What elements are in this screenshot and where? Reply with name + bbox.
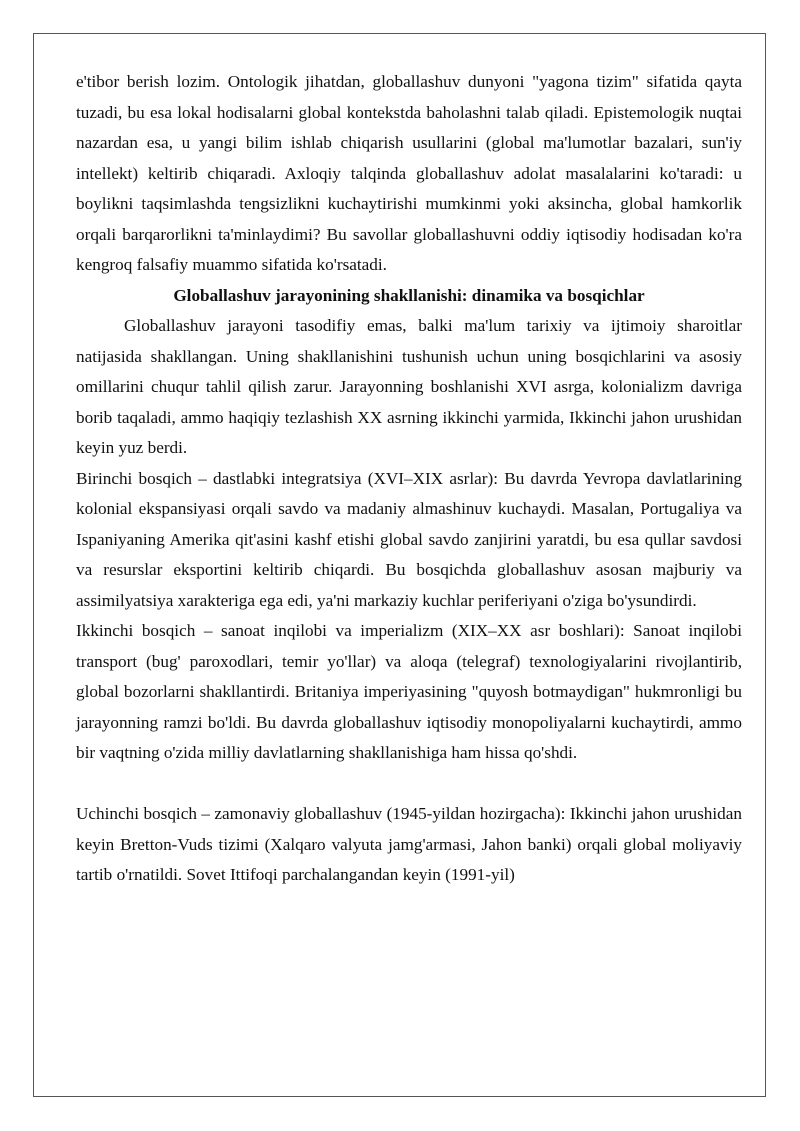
paragraph-intro: Globallashuv jarayoni tasodifiy emas, balki ma'lum tarixiy va ijtimoiy sharoitlar natijasida shakllangan. Uning shakllanishini tushunish uchun uning bosqichlarini va asosiy omillarini chuqur tahlil qilish zarur. Jarayonning boshlanishi XVI asrga, kolonializm davriga borib taqaladi, ammo haqiqiy tezlashish XX asrning ikkinchi yarmida, Ikkinchi jahon urushidan keyin yuz berdi.	[76, 316, 742, 457]
section-heading: Globallashuv jarayonining shakllanishi: dinamika va bosqichlar	[173, 285, 645, 305]
paragraph-gap	[76, 769, 742, 800]
document-body	[76, 67, 742, 891]
paragraph-stage-two: Ikkinchi bosqich – sanoat inqilobi va imperializm (XIX–XX asr boshlari): Sanoat inqilobi transport (bug' paroxodlari, temir yo'llar) va aloqa (telegraf) texnologiyalarini rivojlantirib, global bozorlarni shakllantirdi. Britaniya imperiyasining "quyosh botmaydigan" hukmronligi bu jarayonning ramzi bo'ldi. Bu davrda globallashuv iqtisodiy monopoliyalarni kuchaytirdi, ammo bir vaqtning o'zida milliy davlatlarning shakllanishiga ham hissa qo'shdi.	[76, 621, 742, 762]
paragraph-stage-three: Uchinchi bosqich – zamonaviy globallashuv (1945-yildan hozirgacha): Ikkinchi jahon urushidan keyin Bretton-Vuds tizimi (Xalqaro valyuta jamg'armasi, Jahon banki) orqali global moliyaviy tartib o'rnatildi. Sovet Ittifoqi parchalangandan keyin (1991-yil)	[76, 804, 742, 884]
paragraph-ontology: e'tibor berish lozim. Ontologik jihatdan, globallashuv dunyoni "yagona tizim" sifatida qayta tuzadi, bu esa lokal hodisalarni global kontekstda baholashni talab qiladi. Epistemologik nuqtai nazardan esa, u yangi bilim ishlab chiqarish usullarini (global ma'lumotlar bazalari, sun'iy intellekt) keltirib chiqaradi. Axloqiy talqinda globallashuv adolat masalalarini ko'taradi: u boylikni taqsimlashda tengsizlikni kuchaytirishi mumkinmi yoki aksincha, global hamkorlik orqali barqarorlikni ta'minlaydimi? Bu savollar globallashuvni oddiy iqtisodiy hodisadan ko'ra kengroq falsafiy muammo sifatida ko'rsatadi.	[76, 72, 742, 274]
paragraph-stage-one: Birinchi bosqich – dastlabki integratsiya (XVI–XIX asrlar): Bu davrda Yevropa davlatlarining kolonial ekspansiyasi orqali savdo va madaniy almashinuv kuchaydi. Masalan, Portugaliya va Ispaniyaning Amerika qit'asini kashf etishi global savdo zanjirini yaratdi, bu esa qullar savdosi va resurslar eksportini keltirib chiqardi. Bu bosqichda globallashuv asosan majburiy va assimilyatsiya xarakteriga ega edi, ya'ni markaziy kuchlar periferiyani o'ziga bo'ysundirdi.	[76, 468, 742, 610]
